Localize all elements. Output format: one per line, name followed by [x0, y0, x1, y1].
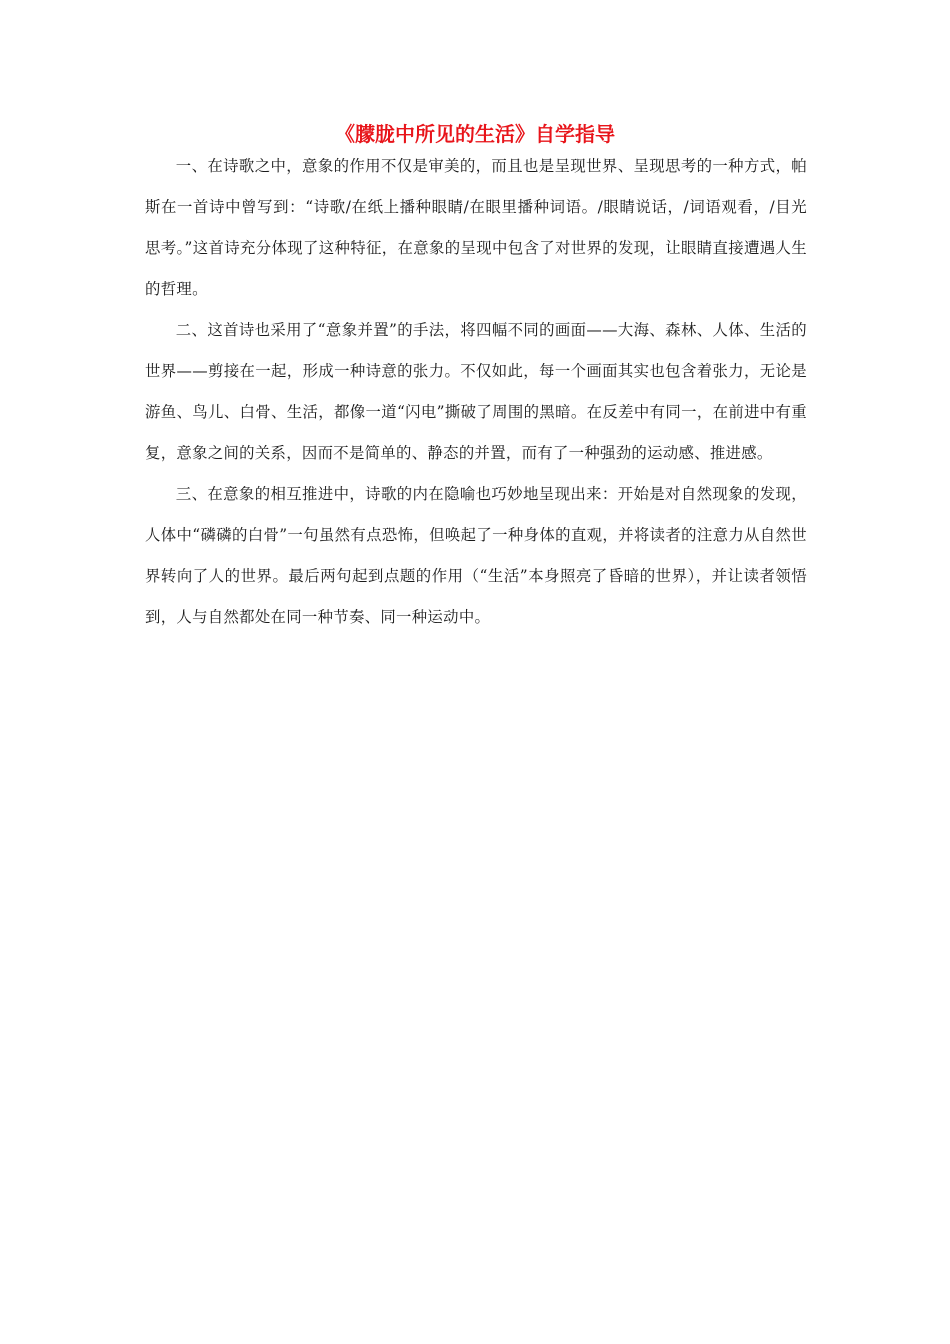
paragraph-1: 一、在诗歌之中，意象的作用不仅是审美的，而且也是呈现世界、呈现思考的一种方式，帕斯在一首诗中曾写到：“诗歌/在纸上播种眼睛/在眼里播种词语。/眼睛说话，/词语观看，/目光思考。”这首诗充分体现了这种特征，在意象的呈现中包含了对世界的发现，让眼睛直接遭遇人生的哲理。 [145, 157, 807, 298]
document-body [145, 146, 807, 638]
paragraph-3: 三、在意象的相互推进中，诗歌的内在隐喻也巧妙地呈现出来：开始是对自然现象的发现，人体中“磷磷的白骨”一句虽然有点恐怖，但唤起了一种身体的直观，并将读者的注意力从自然世界转向了人的世界。最后两句起到点题的作用（“生活”本身照亮了昏暗的世界），并让读者领悟到，人与自然都处在同一种节奏、同一种运动中。 [145, 485, 807, 626]
paragraph-2: 二、这首诗也采用了“意象并置”的手法，将四幅不同的画面——大海、森林、人体、生活的世界——剪接在一起，形成一种诗意的张力。不仅如此，每一个画面其实也包含着张力，无论是游鱼、鸟儿、白骨、生活，都像一道“闪电”撕破了周围的黑暗。在反差中有同一，在前进中有重复，意象之间的关系，因而不是简单的、静态的并置，而有了一种强劲的运动感、推进感。 [145, 321, 807, 462]
document-title: 《朦胧中所见的生活》自学指导 [335, 122, 615, 146]
